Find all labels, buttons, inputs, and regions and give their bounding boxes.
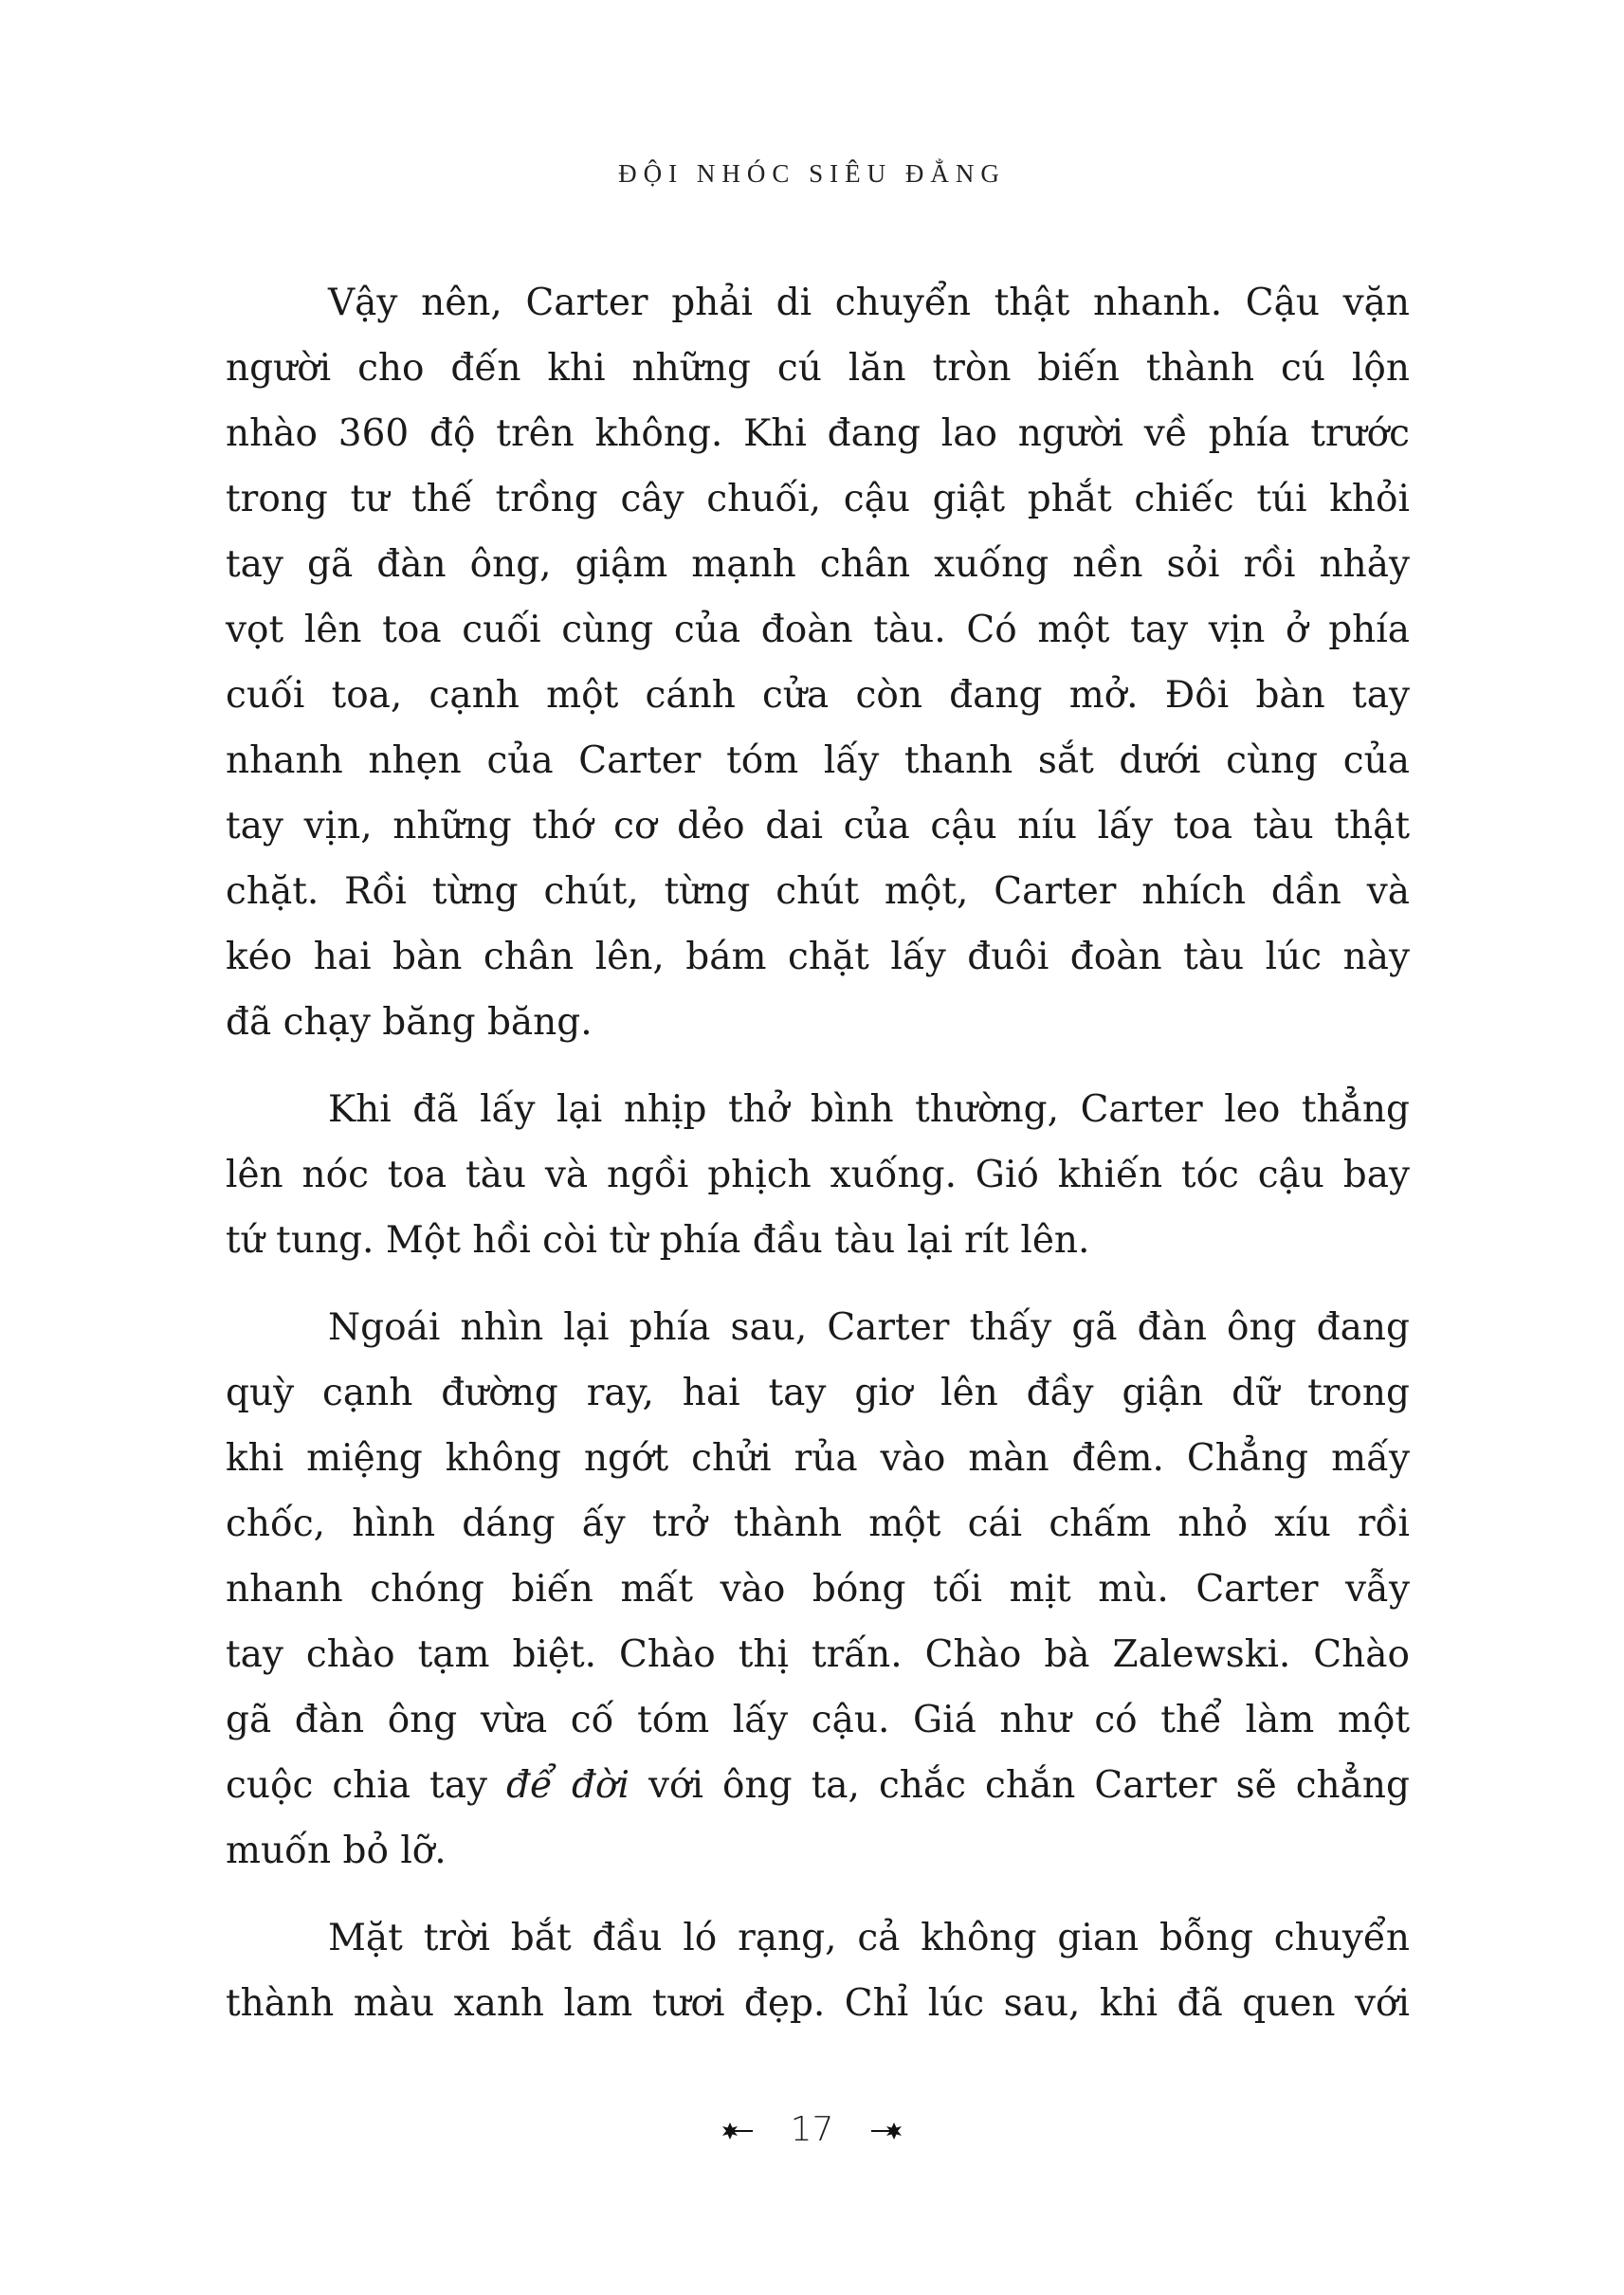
star-ornament-left-icon xyxy=(721,2122,753,2140)
paragraph-1 xyxy=(226,270,1410,1055)
text-line: tay vịn, những thớ cơ dẻo dai của cậu níu lấy toa tàu thật xyxy=(226,805,1410,847)
text-line: chặt. Rồi từng chút, từng chút một, Carter nhích dần và xyxy=(226,870,1410,913)
text-line: tay chào tạm biệt. Chào thị trấn. Chào bà Zalewski. Chào xyxy=(226,1633,1410,1676)
paragraph-3 xyxy=(226,1295,1410,1884)
text-line: Khi đã lấy lại nhịp thở bình thường, Carter leo thẳng xyxy=(328,1088,1410,1131)
text-line: tay gã đàn ông, giậm mạnh chân xuống nền sỏi rồi nhảy xyxy=(226,543,1410,586)
text-segment: cuộc chia tay xyxy=(226,1764,507,1807)
text-line: Vậy nên, Carter phải di chuyển thật nhanh. Cậu vặn xyxy=(328,282,1410,324)
paragraph-2 xyxy=(226,1077,1410,1273)
page-footer xyxy=(0,2110,1624,2149)
text-line: chốc, hình dáng ấy trở thành một cái chấm nhỏ xíu rồi xyxy=(226,1503,1410,1545)
text-line: nhanh nhẹn của Carter tóm lấy thanh sắt dưới cùng của xyxy=(226,739,1410,782)
text-line: cuối toa, cạnh một cánh cửa còn đang mở. Đôi bàn tay xyxy=(226,674,1410,717)
text-line: tứ tung. Một hồi còi từ phía đầu tàu lại rít lên. xyxy=(226,1219,1090,1262)
text-line-with-italic xyxy=(226,1753,1410,1818)
page-number: 17 xyxy=(790,2110,834,2149)
text-line: nhanh chóng biến mất vào bóng tối mịt mù. Carter vẫy xyxy=(226,1568,1410,1611)
text-line: người cho đến khi những cú lăn tròn biến thành cú lộn xyxy=(226,347,1410,390)
text-segment: với ông ta, chắc chắn Carter sẽ chẳng xyxy=(629,1764,1410,1807)
text-line: muốn bỏ lỡ. xyxy=(226,1830,447,1872)
text-line: quỳ cạnh đường ray, hai tay giơ lên đầy giận dữ trong xyxy=(226,1372,1410,1414)
text-line: trong tư thế trồng cây chuối, cậu giật phắt chiếc túi khỏi xyxy=(226,478,1410,520)
text-line: khi miệng không ngớt chửi rủa vào màn đêm. Chẳng mấy xyxy=(226,1437,1410,1480)
text-line: lên nóc toa tàu và ngồi phịch xuống. Gió khiến tóc cậu bay xyxy=(226,1154,1410,1196)
paragraph-4 xyxy=(226,1905,1410,2036)
star-ornament-right-icon xyxy=(871,2122,903,2140)
text-line: Mặt trời bắt đầu ló rạng, cả không gian bỗng chuyển xyxy=(328,1917,1410,1959)
text-line: nhào 360 độ trên không. Khi đang lao người về phía trước xyxy=(226,412,1410,455)
text-line: vọt lên toa cuối cùng của đoàn tàu. Có một tay vịn ở phía xyxy=(226,609,1410,651)
italic-emphasis: để đời xyxy=(506,1764,630,1807)
body-text xyxy=(226,270,1410,2058)
running-header: ĐỘI NHÓC SIÊU ĐẲNG xyxy=(618,159,1006,188)
text-line: đã chạy băng băng. xyxy=(226,1001,593,1044)
text-line: gã đàn ông vừa cố tóm lấy cậu. Giá như có thể làm một xyxy=(226,1699,1410,1741)
text-line: kéo hai bàn chân lên, bám chặt lấy đuôi đoàn tàu lúc này xyxy=(226,936,1410,978)
text-line: thành màu xanh lam tươi đẹp. Chỉ lúc sau, khi đã quen với xyxy=(226,1982,1410,2025)
text-line: Ngoái nhìn lại phía sau, Carter thấy gã đàn ông đang xyxy=(328,1306,1410,1349)
